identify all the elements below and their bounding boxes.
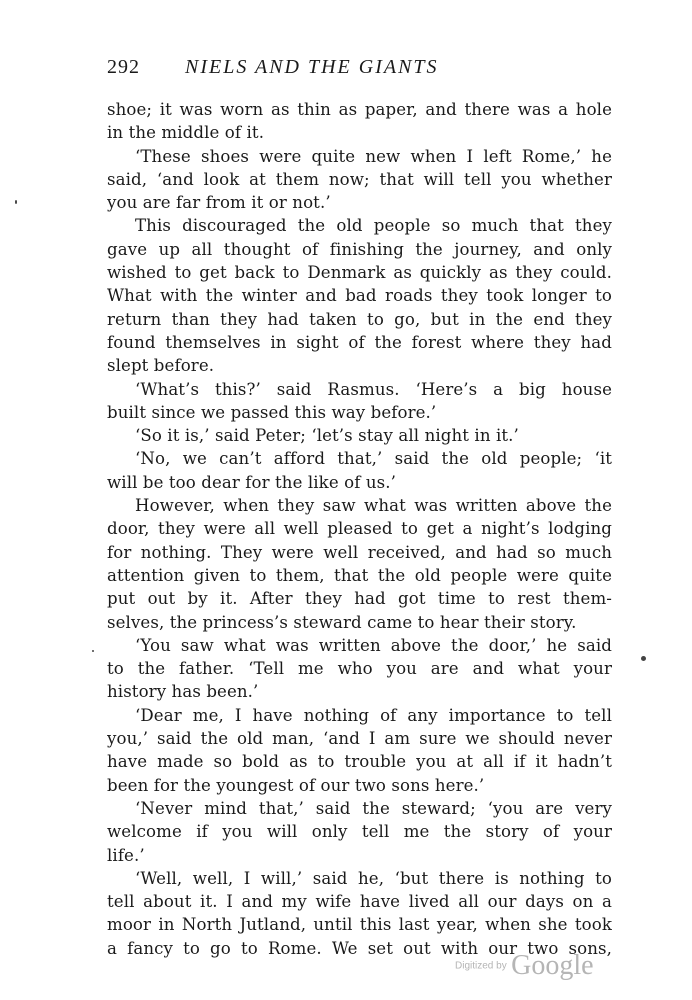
- text-line: shoe; it was worn as thin as paper, and there was a hole: [107, 100, 612, 119]
- text-line: gave up all thought of finishing the journey, and only: [107, 239, 612, 259]
- text-line: return than they had taken to go, but in the end they: [107, 309, 612, 329]
- text-line: put out by it. After they had got time to rest them-: [107, 589, 612, 609]
- text-line: This discouraged the old people so much that they: [135, 216, 612, 236]
- text-line: ‘Never mind that,’ said the steward; ‘you are very: [135, 798, 612, 818]
- text-line: selves, the princess’s steward came to hear their story.: [107, 612, 577, 632]
- text-line: moor in North Jutland, until this last year, when she took: [107, 915, 612, 935]
- page-number: 292: [107, 56, 140, 78]
- text-line: you,’ said the old man, ‘and I am sure we should never: [107, 729, 612, 749]
- watermark-brand: Google: [511, 950, 594, 981]
- text-line: tell about it. I and my wife have lived all our days on a: [107, 892, 612, 912]
- text-line: door, they were all well pleased to get a night’s lodging: [107, 519, 612, 539]
- text-line: welcome if you will only tell me the story of your: [107, 822, 612, 842]
- text-line: found themselves in sight of the forest where they had: [107, 332, 612, 352]
- text-line: ‘Dear me, I have nothing of any importance to tell: [135, 705, 612, 725]
- scan-speck: [92, 650, 94, 652]
- text-line: wished to get back to Denmark as quickly as they could.: [107, 263, 612, 283]
- text-line: ‘No, we can’t afford that,’ said the old people; ‘it: [135, 449, 612, 469]
- page-header: [107, 56, 612, 82]
- text-line: slept before.: [107, 356, 215, 376]
- text-line: said, ‘and look at them now; that will tell you whether: [107, 169, 612, 189]
- text-line: ‘You saw what was written above the door,’ he said: [135, 635, 612, 655]
- text-line: ‘Well, well, I will,’ said he, ‘but there is nothing to: [135, 868, 612, 888]
- text-line: built since we passed this way before.’: [107, 402, 437, 422]
- scan-speck: [641, 656, 646, 661]
- text-line: will be too dear for the like of us.’: [107, 472, 396, 492]
- text-line: you are far from it or not.’: [107, 193, 331, 213]
- text-line: ‘So it is,’ said Peter; ‘let’s stay all night in it.’: [135, 426, 519, 446]
- text-line: have made so bold as to trouble you at all if it hadn’t: [107, 752, 612, 772]
- text-line: for nothing. They were well received, and had so much: [107, 542, 612, 562]
- scan-speck: [15, 200, 17, 204]
- text-line: to the father. ‘Tell me who you are and what your: [107, 659, 612, 679]
- running-title: NIELS AND THE GIANTS: [185, 56, 439, 78]
- digitized-by-google-watermark: [455, 950, 594, 982]
- text-line: in the middle of it.: [107, 123, 265, 143]
- text-line: history has been.’: [107, 682, 259, 702]
- text-line: a fancy to go to Rome. We set out with our two sons,: [107, 938, 612, 958]
- text-line: life.’: [107, 845, 145, 865]
- body-text: [107, 98, 612, 960]
- text-line: been for the youngest of our two sons here.’: [107, 775, 485, 795]
- text-line: ‘These shoes were quite new when I left Rome,’ he: [135, 146, 612, 166]
- text-line: ‘What’s this?’ said Rasmus. ‘Here’s a big house: [135, 379, 612, 399]
- text-line: However, when they saw what was written above the: [135, 496, 612, 516]
- watermark-prefix: Digitized by: [455, 960, 507, 972]
- text-line: What with the winter and bad roads they took longer to: [107, 286, 612, 306]
- text-line: attention given to them, that the old people were quite: [107, 565, 612, 585]
